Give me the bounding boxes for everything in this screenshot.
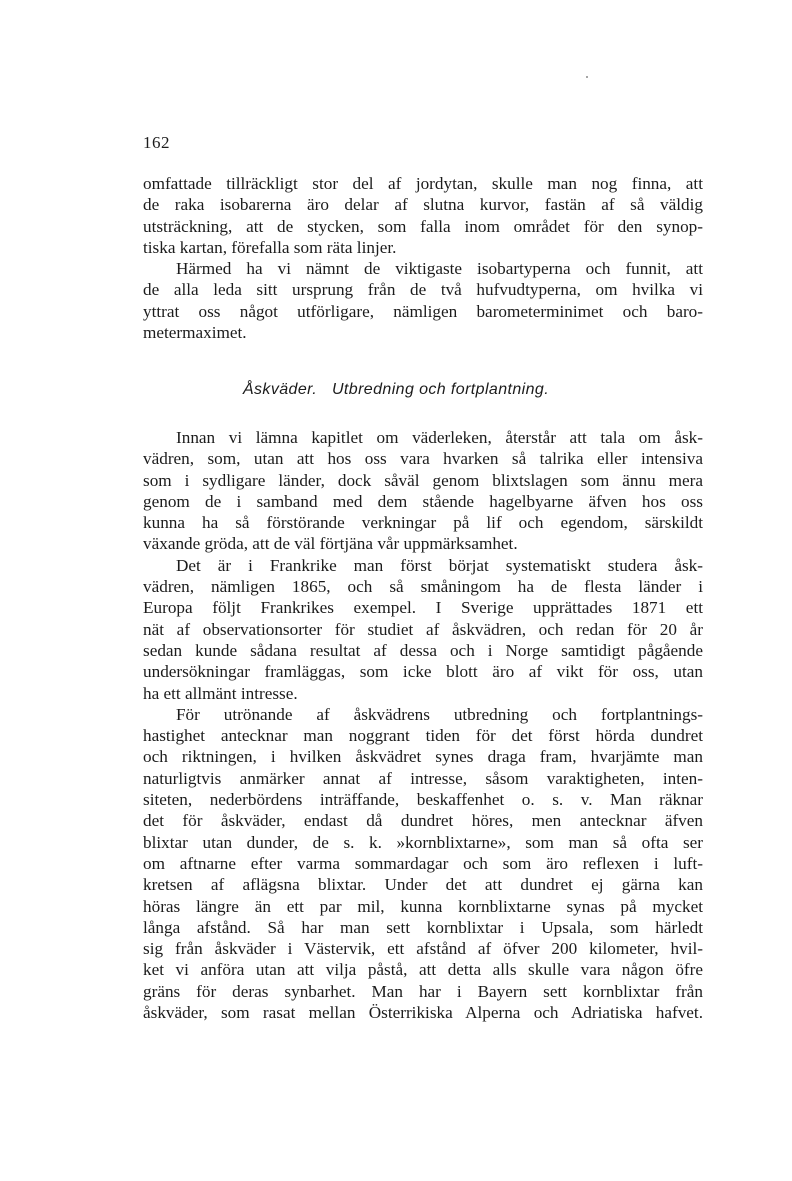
text-line: höras längre än ett par mil, kunna kornblixtarne synas på mycket bbox=[143, 896, 703, 916]
text-line: kretsen af aflägsna blixtar. Under det att dundret ej gärna kan bbox=[143, 875, 703, 895]
text-line: siteten, nederbördens inträffande, beskaffenhet o. s. v. Man räknar bbox=[143, 790, 703, 810]
text-line: som i sydligare länder, dock såväl genom blixtslagen som ännu mera bbox=[143, 470, 703, 490]
text-line: genom de i samband med dem stående hagelbyarne äfven hos oss bbox=[143, 491, 703, 511]
section-heading-subtitle: Utbredning och fortplantning. bbox=[331, 381, 550, 398]
text-line: sig från åskväder i Västervik, ett afstånd af öfver 200 kilometer, hvil- bbox=[143, 939, 703, 959]
text-line: metermaximet. bbox=[143, 323, 247, 343]
text-line: det för åskväder, endast då dundret höres, men antecknar äfven bbox=[143, 811, 703, 831]
text-line: omfattade tillräckligt stor del af jordytan, skulle man nog finna, att bbox=[143, 174, 703, 193]
text-line: vädren, nämligen 1865, och så småningom ha de flesta länder i bbox=[143, 577, 703, 597]
text-line: hastighet antecknar man noggrant tiden för det först hörda dundret bbox=[143, 726, 703, 746]
text-line: långa afstånd. Så har man sett kornblixtar i Upsala, som härledt bbox=[143, 917, 703, 937]
text-line: undersökningar framläggas, som icke blott äro af vikt för oss, utan bbox=[143, 662, 703, 682]
text-line: Europa följt Frankrikes exempel. I Sverige upprättades 1871 ett bbox=[143, 598, 703, 618]
text-line: om aftnarne efter varma sommardagar och som äro reflexen i luft- bbox=[143, 853, 703, 873]
text-line: utsträckning, att de stycken, som falla inom området för den synop- bbox=[143, 216, 703, 236]
print-speck bbox=[586, 76, 588, 78]
text-line: ha ett allmänt intresse. bbox=[143, 683, 298, 703]
text-line: och riktningen, i hvilken åskvädret synes draga fram, hvarjämte man bbox=[143, 747, 703, 767]
text-line: åskväder, som rasat mellan Österrikiska Alperna och Adriatiska hafvet. bbox=[143, 1003, 703, 1023]
text-line: vädren, som, utan att hos oss vara hvarken så talrika eller intensiva bbox=[143, 449, 703, 469]
text-line: kunna ha så förstörande verkningar på lif och egendom, särskildt bbox=[143, 513, 703, 533]
text-line: växande gröda, att de väl förtjäna vår uppmärksamhet. bbox=[143, 534, 518, 554]
text-line: tiska kartan, förefalla som räta linjer. bbox=[143, 237, 397, 257]
text-block-continuation bbox=[143, 173, 703, 343]
text-line: ket vi anföra utan att vilja påstå, att detta alls skulle vara någon öfre bbox=[143, 960, 703, 980]
text-line: nät af observationsorter för studiet af åskvädren, och redan för 20 år bbox=[143, 619, 703, 639]
text-line: naturligtvis anmärker annat af intresse, såsom varaktigheten, inten- bbox=[143, 768, 703, 788]
text-line: För utrönande af åskvädrens utbredning och fortplantnings- bbox=[176, 704, 703, 724]
text-line: sedan kunde sådana resultat af dessa och i Norge samtidigt pågående bbox=[143, 640, 703, 660]
text-block-section bbox=[143, 427, 703, 1023]
text-line: Innan vi lämna kapitlet om väderleken, återstår att tala om åsk- bbox=[176, 428, 703, 447]
section-heading bbox=[0, 381, 792, 399]
text-line: blixtar utan dunder, de s. k. »kornblixtarne», som man så ofta ser bbox=[143, 832, 703, 852]
text-line: yttrat oss något utförligare, nämligen barometerminimet och baro- bbox=[143, 301, 703, 321]
text-line: gräns för deras synbarhet. Man har i Bayern sett kornblixtar från bbox=[143, 981, 703, 1001]
section-heading-title: Åskväder. bbox=[242, 381, 318, 398]
text-line: de raka isobarerna äro delar af slutna kurvor, fastän af så väldig bbox=[143, 195, 703, 215]
page-number: 162 bbox=[143, 133, 170, 152]
text-line: Det är i Frankrike man först börjat systematiskt studera åsk- bbox=[176, 555, 703, 575]
text-line: de alla leda sitt ursprung från de två hufvudtyperna, om hvilka vi bbox=[143, 280, 703, 300]
text-line: Härmed ha vi nämnt de viktigaste isobartyperna och funnit, att bbox=[176, 259, 703, 279]
